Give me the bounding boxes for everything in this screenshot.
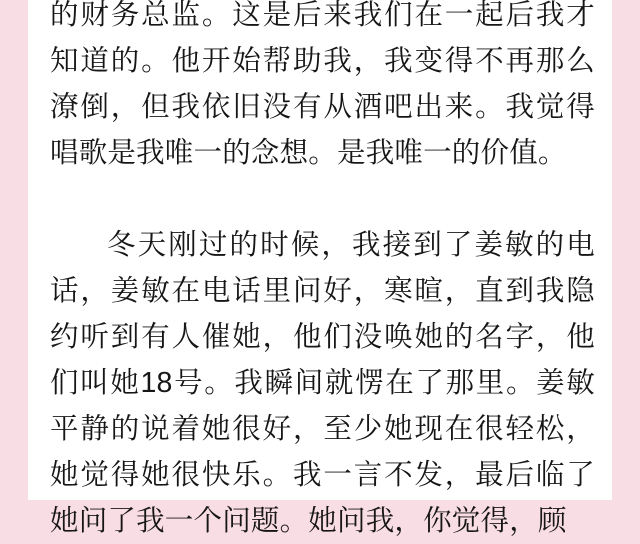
document-text-body — [50, 0, 595, 544]
paragraph-1: 的财务总监。这是后来我们在一起后我才知道的。他开始帮助我，我变得不再那么潦倒，但我依旧没有从酒吧出来。我觉得唱歌是我唯一的念想。是我唯一的价值。 — [50, 0, 595, 169]
paragraph-2: 冬天刚过的时候，我接到了姜敏的电话，姜敏在电话里问好，寒暄，直到我隐约听到有人催她，他们没唤她的名字，他们叫她18号。我瞬间就愣在了那里。姜敏平静的说着她很好，至少她现在很轻松，她觉得她很快乐。我一言不发，最后临了她问了我一个问题。她问我，你觉得，顾 — [50, 229, 595, 537]
paragraph-spacer — [50, 176, 595, 222]
text-content-panel — [28, 0, 612, 537]
